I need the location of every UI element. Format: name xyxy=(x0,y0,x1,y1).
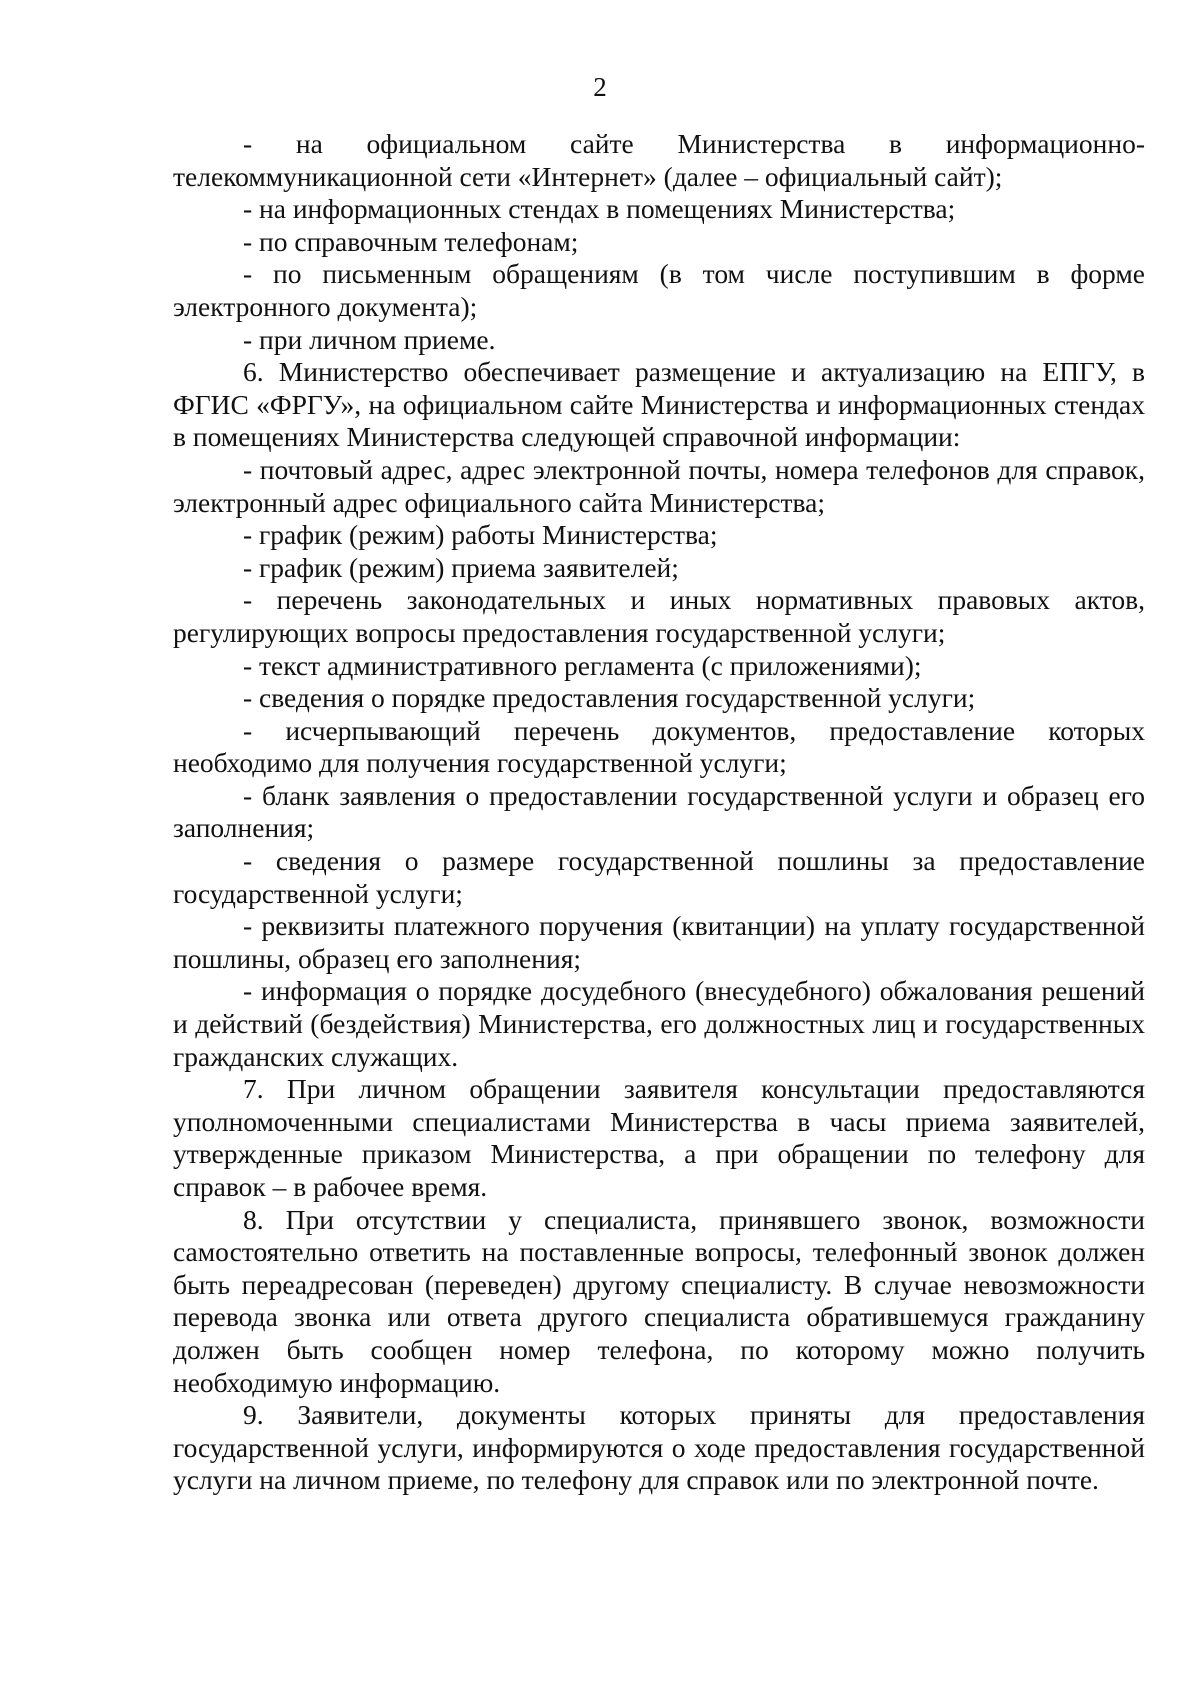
document-body xyxy=(173,128,1145,1497)
paragraph-section-6: 6. Министерство обеспечивает размещение и актуализацию на ЕПГУ, в ФГИС «ФРГУ», на официальном сайте Министерства и информационных стендах в помещениях Министерства следующей справочной информации: xyxy=(173,356,1145,453)
paragraph-item-reception-schedule: - график (режим) приема заявителей; xyxy=(243,551,679,583)
page-number: 2 xyxy=(593,72,607,102)
paragraph-item-stands: - на информационных стендах в помещениях Министерства; xyxy=(243,193,956,225)
paragraph-section-9: 9. Заявители, документы которых приняты для предоставления государственной услуги, информируются о ходе предоставления государственной услуги на личном приеме, по телефону для справок или по электронной почте. xyxy=(173,1399,1145,1496)
paragraph-item-work-schedule: - график (режим) работы Министерства; xyxy=(243,519,718,551)
paragraph-section-7: 7. При личном обращении заявителя консультации предоставляются уполномоченными специалистами Министерства в часы приема заявителей, утвержденные приказом Министерства, а при обращении по телефону для справок – в рабочее время. xyxy=(173,1073,1145,1202)
paragraph-item-appeal-procedure: - информация о порядке досудебного (внесудебного) обжалования решений и действий (бездействия) Министерства, его должностных лиц и государственных гражданских служащих. xyxy=(173,975,1145,1072)
paragraph-item-legal-acts: - перечень законодательных и иных нормативных правовых актов, регулирующих вопросы предоставления государственной услуги; xyxy=(173,584,1145,648)
paragraph-item-phones: - по справочным телефонам; xyxy=(243,225,579,257)
paragraph-item-payment-details: - реквизиты платежного поручения (квитанции) на уплату государственной пошлины, образец его заполнения; xyxy=(173,910,1145,974)
paragraph-item-documents-list: - исчерпывающий перечень документов, предоставление которых необходимо для получения государственной услуги; xyxy=(173,714,1145,779)
paragraph-item-personal-reception: - при личном приеме. xyxy=(243,323,496,355)
paragraph-item-regulation-text: - текст административного регламента (с приложениями); xyxy=(243,649,922,681)
paragraph-item-website: - на официальном сайте Министерства в информационно-телекоммуникационной сети «Интернет» (далее – официальный сайт); xyxy=(173,128,1145,192)
paragraph-section-8: 8. При отсутствии у специалиста, принявшего звонок, возможности самостоятельно ответить на поставленные вопросы, телефонный звонок должен быть переадресован (переведен) другому специалисту. В случае невозможности перевода звонка или ответа другого специалиста обратившемуся гражданину должен быть сообщен номер телефона, по которому можно получить необходимую информацию. xyxy=(173,1203,1145,1398)
paragraph-item-state-fee: - сведения о размере государственной пошлины за предоставление государственной услуги; xyxy=(173,845,1145,909)
paragraph-item-written-requests: - по письменным обращениям (в том числе поступившим в форме электронного документа); xyxy=(173,258,1145,322)
paragraph-item-procedure: - сведения о порядке предоставления государственной услуги; xyxy=(243,682,976,714)
paragraph-item-application-form: - бланк заявления о предоставлении государственной услуги и образец его заполнения; xyxy=(173,779,1145,844)
paragraph-item-contacts: - почтовый адрес, адрес электронной почты, номера телефонов для справок, электронный адрес официального сайта Министерства; xyxy=(173,453,1145,518)
